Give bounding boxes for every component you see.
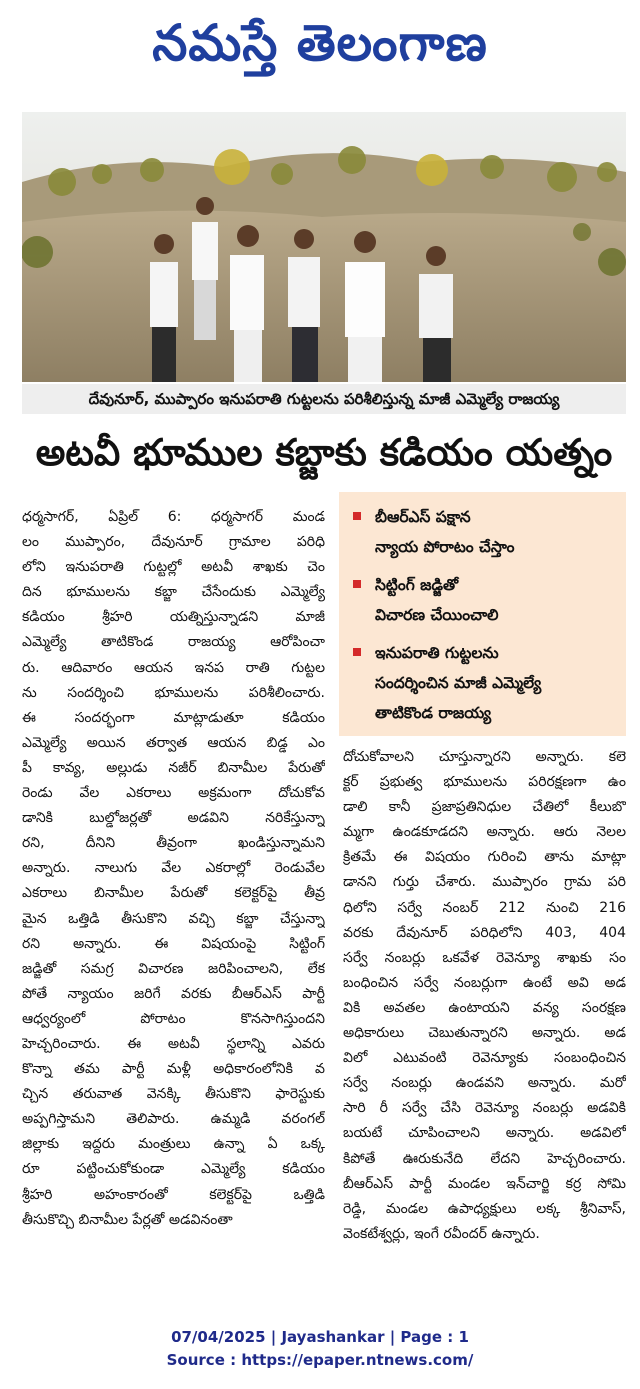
bullet-icon	[353, 580, 361, 588]
article-line: డానని గుర్తు చేశారు. ముప్పారం గ్రామ పరి	[343, 874, 626, 891]
article-line: ఎకరాలు బినామీల పేరుతో కలెక్టర్‌పై తీవ్ర	[22, 885, 325, 902]
article-line: శ్రీహరి అహంకారంతో కలెక్టర్‌పై ఒత్తిడి	[22, 1186, 325, 1203]
article-line: ఎమ్మెల్యే అయిన తర్వాత ఆయన బిడ్డ ఎం	[22, 734, 325, 751]
article-line: ధర్మసాగర్, ఏప్రిల్ 6: ధర్మసాగర్ మండ	[22, 509, 325, 525]
article-line: వికి అవతల ఉంటాయని వన్య సంరక్షణ	[343, 999, 626, 1016]
article-line: హెచ్చరించారు. ఈ అటవీ స్థలాన్ని ఎవరు	[22, 1035, 325, 1052]
article-line: కడియం శ్రీహరి యత్నిస్తున్నాడని మాజీ	[22, 609, 325, 626]
footer-source: Source : https://epaper.ntnews.com/	[166, 1351, 474, 1369]
footer-info: 07/04/2025 | Jayashankar | Page : 1	[171, 1328, 469, 1346]
article-line: ఆధ్వర్యంలో పోరాటం కొనసాగిస్తుందని	[22, 1010, 325, 1027]
article-line: డాలి కానీ ప్రజాప్రతినిధుల చేతిలో కీలుబొ	[343, 799, 626, 816]
article-line: దోచుకోవాలని చూస్తున్నారని అన్నారు. కలె	[343, 749, 626, 765]
article-line: సర్వే నంబర్లు ఒకవేళ రెవెన్యూ శాఖకు సం	[343, 949, 626, 966]
article-line: విలో ఎటువంటి రెవెన్యూకు సంబంధించిన	[343, 1050, 626, 1067]
highlight-line: సిట్టింగ్ జడ్జితో	[375, 576, 459, 594]
article-line: ఈ సందర్భంగా మాట్లాడుతూ కడియం	[22, 709, 325, 726]
article-line: ఎమ్మెల్యే తాటికొండ రాజయ్య ఆరోపించా	[22, 634, 325, 651]
highlight-line: న్యాయ పోరాటం చేస్తాం	[375, 538, 515, 556]
article-line: లోని ఇనుపరాతి గుట్టల్లో అటవీ శాఖకు చెం	[22, 559, 325, 576]
article-line: క్టర్ ప్రభుత్వ భూములను పరిరక్షణగా ఉం	[343, 774, 626, 791]
masthead-title: నమస్తే తెలంగాణ	[152, 14, 488, 72]
article-column-left	[22, 505, 325, 1233]
article-line: బీఆర్ఎస్ పార్టీ మండల ఇన్‌చార్జి కర్ర సోమి	[343, 1175, 626, 1192]
article-line: జిల్లాకు ఇద్దరు మంత్రులు ఉన్నా ఏ ఒక్క	[22, 1136, 325, 1153]
article-line: జడ్జితో సమగ్ర విచారణ జరిపించాలని, లేక	[22, 960, 325, 977]
article-line: బంధించిన సర్వే నంబర్లుగా ఉంటే అవి అడ	[343, 974, 626, 991]
article-line: బయటే చూపించాలని అన్నారు. అడవిలో	[343, 1125, 626, 1142]
article-line: సర్వే నంబర్లు ఉండవని అన్నారు. మరో	[343, 1075, 626, 1092]
highlights-box	[339, 492, 626, 736]
bullet-icon	[353, 512, 361, 520]
article-line: వరకు దేవునూర్ పరిధిలోని 403, 404	[343, 924, 626, 941]
article-line: వెంకటేశ్వర్లు, ఇంగే రవీందర్ ఉన్నారు.	[343, 1225, 540, 1242]
article-line: రూ పట్టించుకోకుండా ఎమ్మెల్యే కడియం	[22, 1161, 325, 1178]
highlight-line: సందర్శించిన మాజీ ఎమ్మెల్యే	[375, 674, 542, 692]
article-photo	[22, 112, 626, 382]
highlight-line: బీఆర్ఎస్ పక్షాన	[375, 508, 471, 526]
article-line: అన్నారు. నాలుగు వేల ఎకరాల్లో రెండువేల	[22, 860, 325, 877]
article-line: కిపోతే ఊరుకునేది లేదని హెచ్చరించారు.	[343, 1150, 626, 1167]
article-line: రెండు వేల ఎకరాలు అక్రమంగా దోచుకోవ	[22, 785, 325, 802]
article-line: రు. ఆదివారం ఆయన ఇనప రాతి గుట్టల	[22, 659, 325, 676]
bullet-icon	[353, 648, 361, 656]
article-line: పోతే న్యాయం జరిగే వరకు బీఆర్ఎస్ పార్టీ	[22, 985, 325, 1002]
highlight-line: తాటికొండ రాజయ్య	[375, 704, 492, 722]
article-line: మ్మగా ఉండకూడదని అన్నారు. ఆరు నెలల	[343, 824, 626, 841]
article-line: పీ కావ్య, అల్లుడు నజీర్ బినామీల పేరుతో	[22, 759, 325, 776]
article-line: అప్పగిస్తామని తెలిపారు. ఉమ్మడి వరంగల్	[22, 1111, 325, 1128]
article-line: రెడ్డి, మండల ఉపాధ్యక్షులు లక్క శ్రీనివాస్,	[343, 1200, 626, 1217]
article-line: తీసుకొచ్చి బినామీల పేర్లతో అడవినంతా	[22, 1211, 233, 1228]
article-line: సారి రీ సర్వే చేసి రెవెన్యూ నంబర్లు అడవికి	[343, 1100, 626, 1117]
article-line: ధిలోని సర్వే నంబర్ 212 నుంచి 216	[343, 899, 626, 916]
article-line: కొన్నా తమ పార్టీ మళ్లీ అధికారంలోనికి వ	[22, 1061, 325, 1078]
article-line: అధికారులు చెబుతున్నారని అన్నారు. అడ	[343, 1025, 626, 1042]
highlight-line: ఇనుపరాతి గుట్టలను	[375, 644, 499, 662]
article-line: దిన భూములను కబ్జా చేసేందుకు ఎమ్మెల్యే	[22, 584, 325, 601]
article-line: ను సందర్శించి భూములను పరిశీలించారు.	[22, 684, 325, 701]
article-line: క్రితమే ఈ విషయం గురించి తాను మాట్లా	[343, 849, 626, 866]
article-headline: అటవీ భూముల కబ్జాకు కడియం యత్నం	[35, 431, 613, 474]
article-line: లం ముప్పారం, దేవునూర్ గ్రామాల పరిధి	[22, 534, 325, 551]
photo-caption: దేవునూర్, ముప్పారం ఇనుపరాతి గుట్టలను పరిశీలిస్తున్న మాజీ ఎమ్మెల్యే రాజయ్య	[22, 384, 626, 414]
article-line: డానికి బుల్డోజర్లతో అడవిని నరికేస్తున్నా	[22, 810, 325, 827]
article-line: చ్చిన తరువాత వెనక్కి తీసుకొని ఫారెస్టుకు	[22, 1086, 325, 1103]
highlight-line: విచారణ చేయించాలి	[375, 606, 499, 624]
article-line: రని అన్నారు. ఈ విషయంపై సిట్టింగ్	[22, 935, 325, 952]
article-line: రని, దీనిని తీవ్రంగా ఖండిస్తున్నామని	[22, 835, 325, 852]
article-column-right	[343, 745, 626, 1247]
article-line: మైన ఒత్తిడి తీసుకొని వచ్చి కబ్జా చేస్తున్నా	[22, 910, 325, 927]
